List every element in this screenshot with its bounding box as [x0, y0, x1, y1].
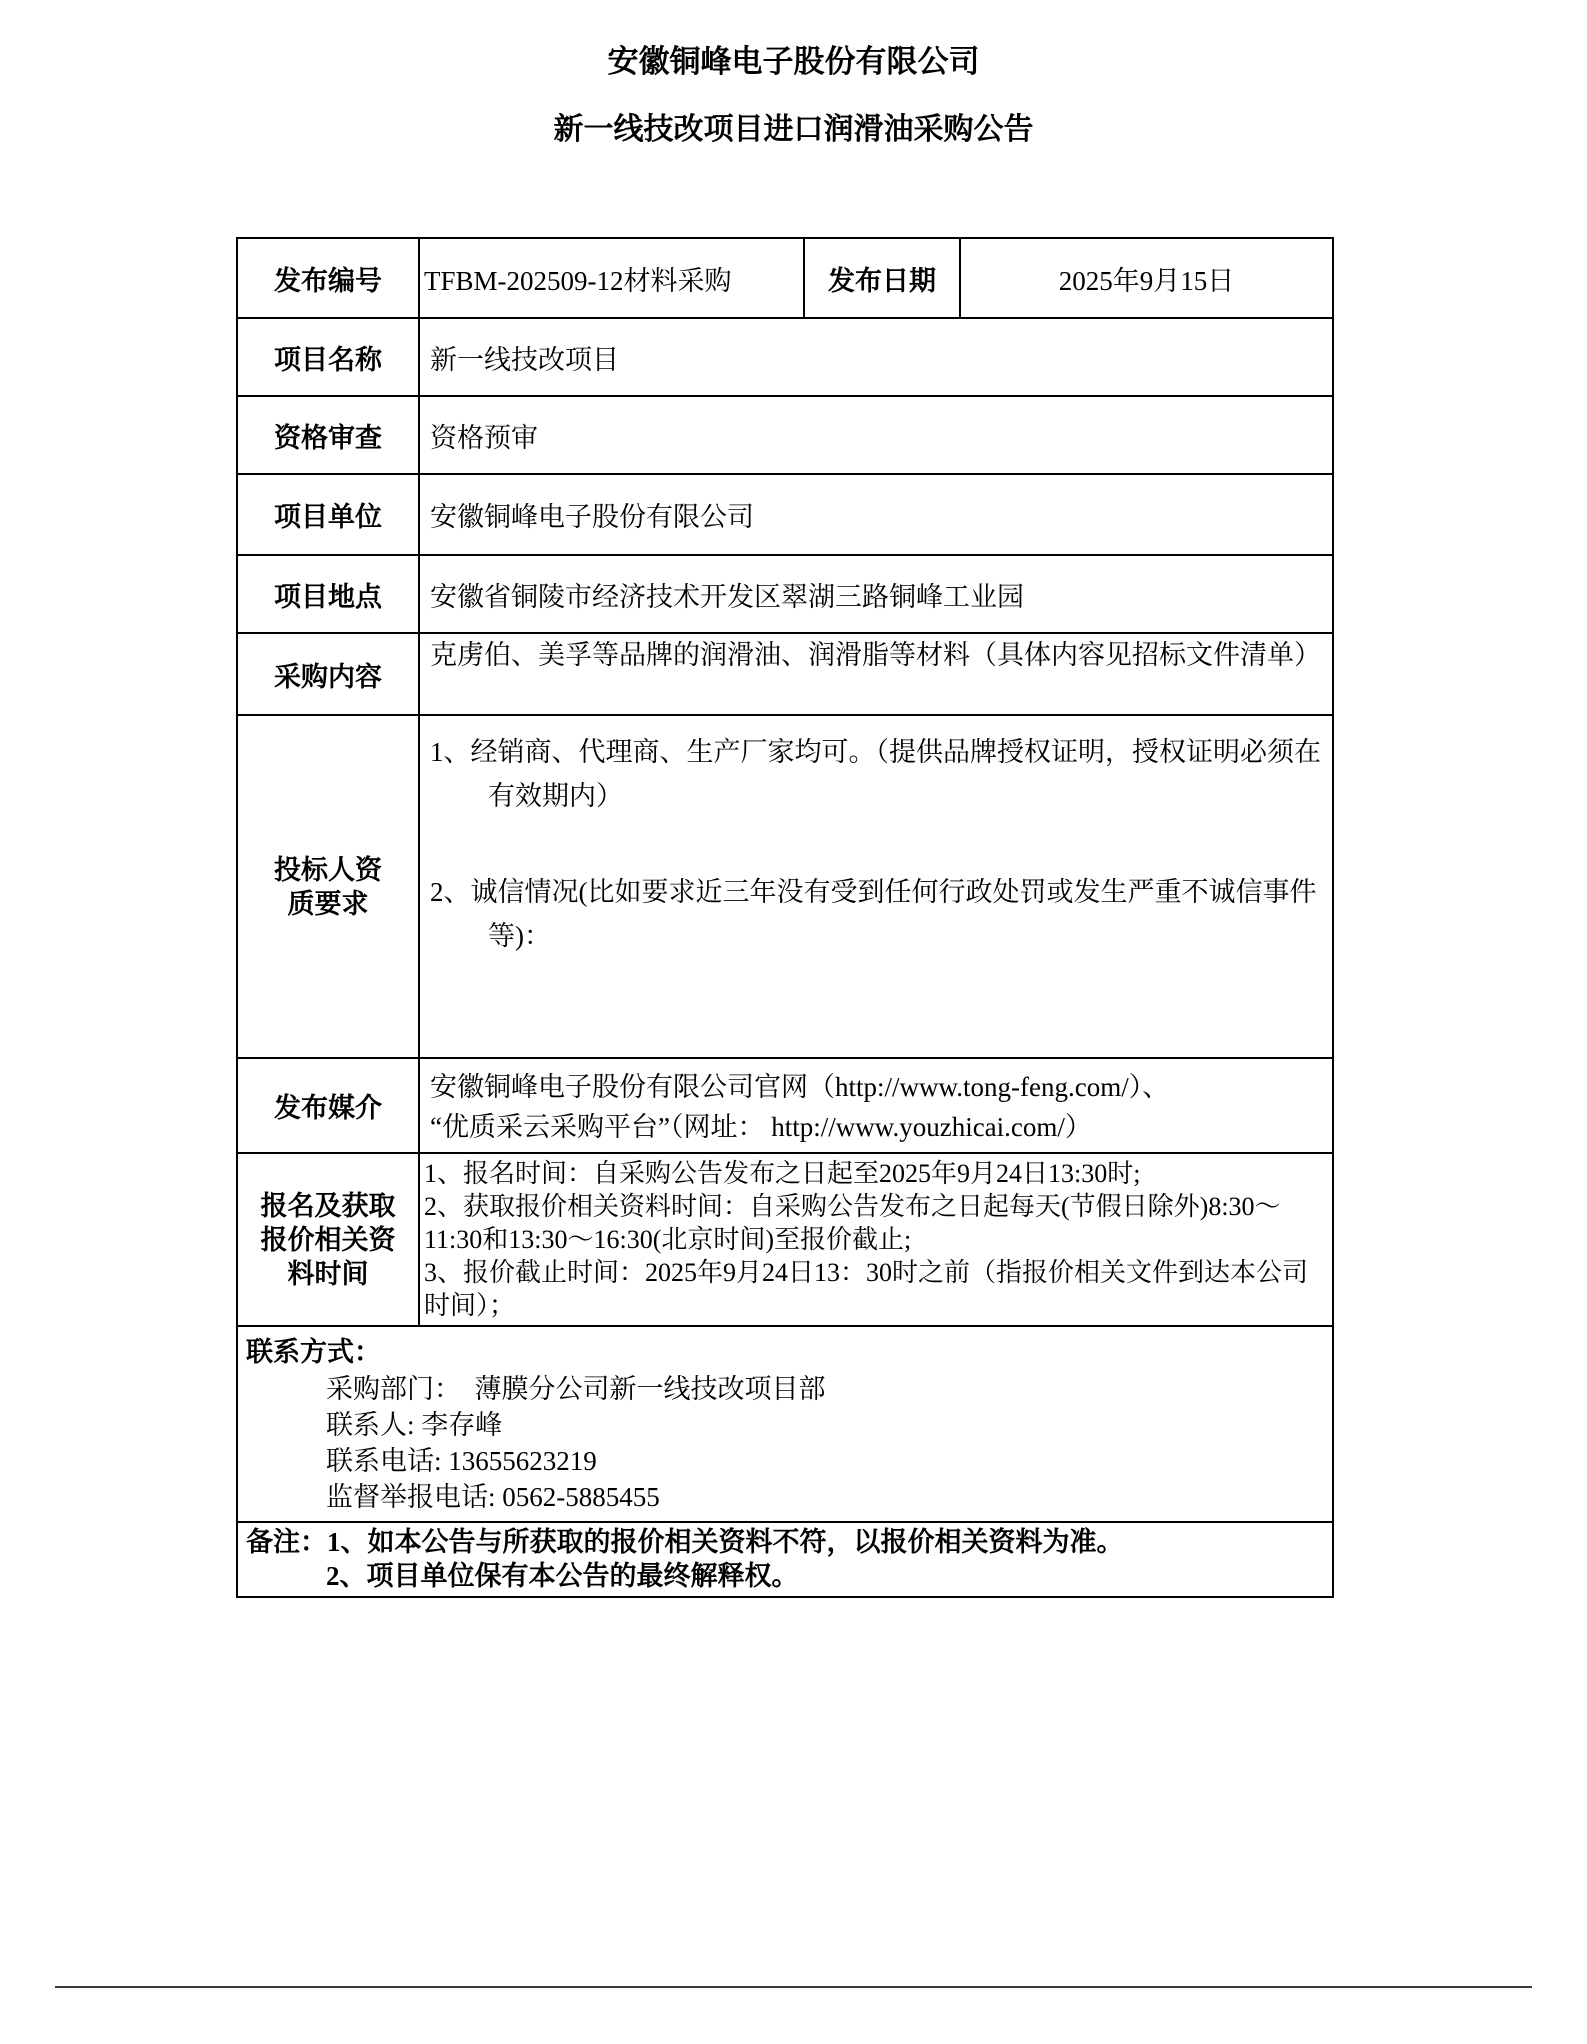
- footer-divider: [55, 1986, 1532, 1988]
- contact-cell: [237, 1326, 1333, 1522]
- publish-number-value: TFBM-202509-12材料采购: [419, 238, 804, 318]
- schedule-item-3: 3、报价截止时间：2025年9月24日13：30时之前（指报价相关文件到达本公司时间）；: [424, 1258, 1309, 1320]
- contact-phone: 联系电话: 13655623219: [326, 1446, 597, 1476]
- table-row: [237, 238, 1333, 318]
- table-row: [237, 633, 1333, 715]
- project-unit-value: 安徽铜峰电子股份有限公司: [419, 474, 1333, 555]
- remarks-cell: [237, 1522, 1333, 1597]
- procurement-content-label: 采购内容: [237, 633, 419, 715]
- publish-number-label: 发布编号: [237, 238, 419, 318]
- publish-media-label: 发布媒介: [237, 1058, 419, 1153]
- company-title: 安徽铜峰电子股份有限公司: [607, 44, 980, 79]
- announcement-title: 新一线技改项目进口润滑油采购公告: [553, 113, 1034, 146]
- bidder-qualification-value: [419, 715, 1333, 1058]
- project-location-label: 项目地点: [237, 555, 419, 633]
- table-row: [237, 1058, 1333, 1153]
- table-row: [237, 474, 1333, 555]
- schedule-item-2: 2、获取报价相关资料时间：自采购公告发布之日起每天(节假日除外)8:30～11:30和13:30～16:30(北京时间)至报价截止;: [424, 1192, 1281, 1254]
- schedule-item-1: 1、报名时间：自采购公告发布之日起至2025年9月24日13:30时;: [424, 1159, 1141, 1188]
- publish-date-value: 2025年9月15日: [960, 238, 1333, 318]
- project-unit-label: 项目单位: [237, 474, 419, 555]
- remarks-line-2: 2、项目单位保有本公告的最终解释权。: [326, 1561, 799, 1591]
- qualification-review-value: 资格预审: [419, 396, 1333, 474]
- project-name-value: 新一线技改项目: [419, 318, 1333, 396]
- table-row: [237, 318, 1333, 396]
- media-line-1: 安徽铜峰电子股份有限公司官网（http://www.tong-feng.com/）、: [430, 1071, 1170, 1102]
- publish-media-value: [419, 1058, 1333, 1153]
- remarks-line-1: 备注：1、如本公告与所获取的报价相关资料不符，以报价相关资料为准。: [246, 1527, 1124, 1557]
- contact-person: 联系人: 李存峰: [326, 1410, 503, 1440]
- qualification-review-label: 资格审查: [237, 396, 419, 474]
- contact-report-phone: 监督举报电话: 0562-5885455: [326, 1482, 660, 1512]
- project-location-value: 安徽省铜陵市经济技术开发区翠湖三路铜峰工业园: [419, 555, 1333, 633]
- table-row: [237, 1522, 1333, 1597]
- media-line-2: “优质采云采购平台”（网址： http://www.youzhicai.com/）: [430, 1111, 1092, 1142]
- table-row: [237, 715, 1333, 1058]
- table-row: [237, 1326, 1333, 1522]
- qualification-item-2: 2、诚信情况(比如要求近三年没有受到任何行政处罚或发生严重不诚信事件等)：: [430, 877, 1317, 951]
- table-row: [237, 555, 1333, 633]
- table-row: [237, 1153, 1333, 1326]
- registration-time-value: [419, 1153, 1333, 1326]
- publish-date-label: 发布日期: [804, 238, 960, 318]
- announcement-table: [236, 237, 1334, 1598]
- contact-label: 联系方式：: [246, 1337, 381, 1367]
- procurement-content-value: 克虏伯、美孚等品牌的润滑油、润滑脂等材料（具体内容见招标文件清单）: [419, 633, 1333, 715]
- table-row: [237, 396, 1333, 474]
- bidder-qualification-label: 投标人资质要求: [237, 715, 419, 1058]
- qualification-item-1: 1、经销商、代理商、生产厂家均可。（提供品牌授权证明，授权证明必须在有效期内）: [430, 737, 1321, 811]
- project-name-label: 项目名称: [237, 318, 419, 396]
- registration-time-label: 报名及获取报价相关资料时间: [237, 1153, 419, 1326]
- contact-department: 采购部门： 薄膜分公司新一线技改项目部: [326, 1374, 826, 1404]
